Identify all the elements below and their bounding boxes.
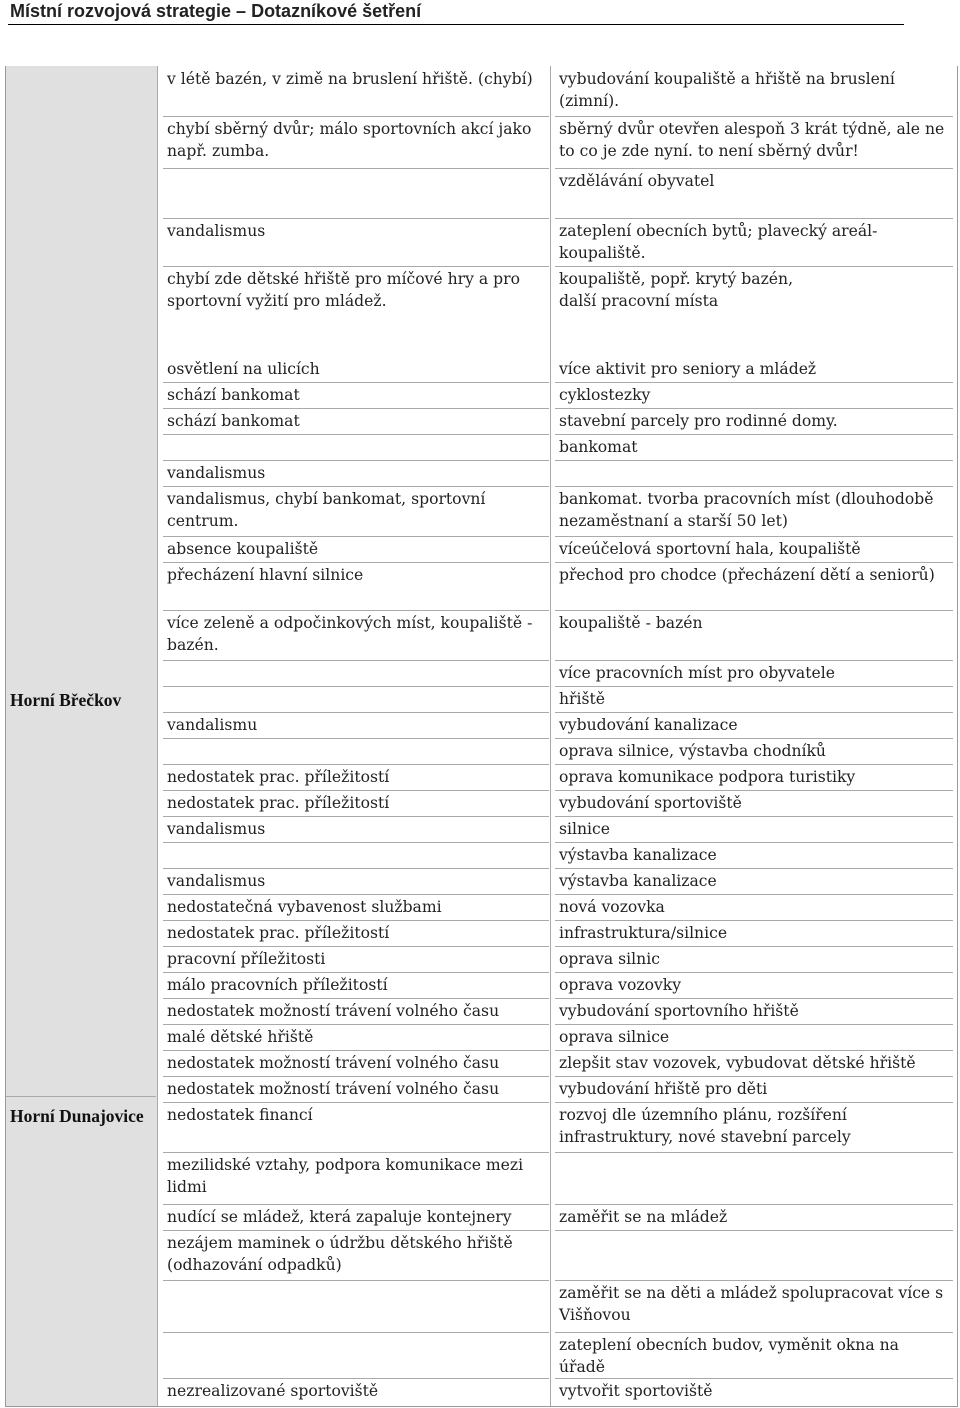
row-divider xyxy=(163,562,549,563)
row-divider xyxy=(555,894,953,895)
solution-cell: oprava silnice, výstavba chodníků xyxy=(559,742,826,760)
row-divider xyxy=(163,266,549,267)
row-divider xyxy=(555,218,953,219)
row-divider xyxy=(555,382,953,383)
row-divider xyxy=(163,1230,549,1231)
row-divider xyxy=(555,1076,953,1077)
row-divider xyxy=(555,868,953,869)
row-divider xyxy=(163,920,549,921)
row-divider xyxy=(555,712,953,713)
row-divider xyxy=(555,536,953,537)
solution-cell: vybudování kanalizace xyxy=(559,716,738,734)
problem-cell: vandalismu xyxy=(167,716,258,734)
row-divider xyxy=(555,1024,953,1025)
row-divider xyxy=(163,1378,549,1379)
row-divider xyxy=(555,998,953,999)
row-divider xyxy=(163,1076,549,1077)
solution-cell: oprava komunikace podpora turistiky xyxy=(559,768,856,786)
row-divider xyxy=(163,218,549,219)
row-divider xyxy=(163,1152,549,1153)
problem-cell: chybí zde dětské hřiště pro míčové hry a pro sportovní vyžití pro mládež. xyxy=(167,270,520,310)
row-divider xyxy=(555,1332,953,1333)
solution-cell: více aktivit pro seniory a mládež xyxy=(559,360,817,378)
row-divider xyxy=(555,660,953,661)
row-divider xyxy=(163,790,549,791)
row-divider xyxy=(163,1102,549,1103)
problem-cell: schází bankomat xyxy=(167,412,300,430)
problem-cell: nedostatek možností trávení volného času xyxy=(167,1054,500,1072)
problem-cell: nedostatek možností trávení volného času xyxy=(167,1080,500,1098)
row-divider xyxy=(555,816,953,817)
problem-cell: absence koupaliště xyxy=(167,540,319,558)
problem-cell: schází bankomat xyxy=(167,386,300,404)
row-divider xyxy=(163,946,549,947)
row-divider xyxy=(163,434,549,435)
row-divider xyxy=(555,1050,953,1051)
row-divider xyxy=(555,686,953,687)
solution-cell: rozvoj dle územního plánu, rozšíření infrastruktury, nové stavební parcely xyxy=(559,1106,851,1146)
village-horni-dunajovice: Horní Dunajovice xyxy=(10,1106,144,1126)
solution-cell: koupaliště, popř. krytý bazén, další pracovní místa xyxy=(559,270,794,310)
problem-cell: vandalismus xyxy=(167,872,266,890)
solution-cell: víceúčelová sportovní hala, koupaliště xyxy=(559,540,861,558)
solution-cell: přechod pro chodce (přecházení dětí a seniorů) xyxy=(559,566,935,584)
row-divider xyxy=(555,1152,953,1153)
solution-cell: výstavba kanalizace xyxy=(559,846,717,864)
solution-cell: vybudování hřiště pro děti xyxy=(559,1080,768,1098)
solution-cell: vybudování koupaliště a hřiště na bruslení (zimní). xyxy=(559,70,895,110)
row-divider xyxy=(555,790,953,791)
solution-cell: zaměřit se na děti a mládež spolupracovat více s Višňovou xyxy=(559,1284,944,1324)
problem-cell: malé dětské hřiště xyxy=(167,1028,314,1046)
problem-cell: nedostatek financí xyxy=(167,1106,313,1124)
row-divider xyxy=(555,610,953,611)
page-title: Místní rozvojová strategie – Dotazníkové šetření xyxy=(10,1,422,21)
solution-cell: koupaliště - bazén xyxy=(559,614,703,632)
solution-cell: oprava vozovky xyxy=(559,976,682,994)
village-divider xyxy=(6,1096,156,1097)
row-divider xyxy=(555,408,953,409)
row-divider xyxy=(163,1024,549,1025)
row-divider xyxy=(163,764,549,765)
solution-cell: vytvořit sportoviště xyxy=(559,1382,713,1400)
row-divider xyxy=(163,116,549,117)
problem-cell: přecházení hlavní silnice xyxy=(167,566,364,584)
row-divider xyxy=(163,842,549,843)
row-divider xyxy=(163,460,549,461)
row-divider xyxy=(163,382,549,383)
problem-cell: málo pracovních příležitostí xyxy=(167,976,388,994)
row-divider xyxy=(555,266,953,267)
problem-cell: osvětlení na ulicích xyxy=(167,360,320,378)
row-divider xyxy=(555,764,953,765)
row-divider xyxy=(163,610,549,611)
row-divider xyxy=(555,168,953,169)
row-divider xyxy=(555,460,953,461)
problem-cell: nezrealizované sportoviště xyxy=(167,1382,379,1400)
solution-cell: zateplení obecních bytů; plavecký areál-koupaliště. xyxy=(559,222,878,262)
row-divider xyxy=(555,1230,953,1231)
row-divider xyxy=(163,712,549,713)
solution-cell: hřiště xyxy=(559,690,605,708)
solution-cell: nová vozovka xyxy=(559,898,665,916)
row-divider xyxy=(555,434,953,435)
solution-cell: vybudování sportoviště xyxy=(559,794,742,812)
solution-cell: bankomat xyxy=(559,438,638,456)
solution-cell: cyklostezky xyxy=(559,386,651,404)
solution-cell: zaměřit se na mládež xyxy=(559,1208,728,1226)
problem-cell: chybí sběrný dvůr; málo sportovních akcí jako např. zumba. xyxy=(167,120,532,160)
row-divider xyxy=(163,972,549,973)
solution-cell: vybudování sportovního hřiště xyxy=(559,1002,799,1020)
row-divider xyxy=(163,816,549,817)
row-divider xyxy=(555,972,953,973)
row-divider xyxy=(555,562,953,563)
problem-cell: vandalismus xyxy=(167,222,266,240)
problem-cell: vandalismus, chybí bankomat, sportovní centrum. xyxy=(167,490,486,530)
row-divider xyxy=(555,738,953,739)
solution-cell: oprava silnic xyxy=(559,950,660,968)
solution-cell: stavební parcely pro rodinné domy. xyxy=(559,412,838,430)
row-divider xyxy=(555,116,953,117)
row-divider xyxy=(163,660,549,661)
row-divider xyxy=(163,1332,549,1333)
row-divider xyxy=(163,868,549,869)
solution-cell: sběrný dvůr otevřen alespoň 3 krát týdně, ale ne to co je zde nyní. to není sběrný dvůr! xyxy=(559,120,945,160)
row-divider xyxy=(555,1280,953,1281)
row-divider xyxy=(163,1280,549,1281)
problem-cell: vandalismus xyxy=(167,464,266,482)
row-divider xyxy=(555,920,953,921)
problem-cell: nedostatečná vybavenost službami xyxy=(167,898,442,916)
row-divider xyxy=(555,946,953,947)
problem-cell: nezájem maminek o údržbu dětského hřiště (odhazování odpadků) xyxy=(167,1234,513,1274)
solution-cell: výstavba kanalizace xyxy=(559,872,717,890)
solution-cell: zateplení obecních budov, vyměnit okna na úřadě xyxy=(559,1336,899,1376)
row-divider xyxy=(555,1378,953,1379)
solution-cell: silnice xyxy=(559,820,610,838)
solution-cell: více pracovních míst pro obyvatele xyxy=(559,664,835,682)
row-divider xyxy=(163,1050,549,1051)
problem-cell: nedostatek možností trávení volného času xyxy=(167,1002,500,1020)
row-divider xyxy=(163,998,549,999)
problem-cell: nedostatek prac. příležitostí xyxy=(167,924,390,942)
row-divider xyxy=(163,536,549,537)
problem-cell: v létě bazén, v zimě na bruslení hřiště. (chybí) xyxy=(167,70,533,88)
row-divider xyxy=(555,486,953,487)
row-divider xyxy=(163,894,549,895)
row-divider xyxy=(163,738,549,739)
problem-cell: vandalismus xyxy=(167,820,266,838)
row-divider xyxy=(163,168,549,169)
column-divider-left xyxy=(157,66,158,1406)
column-divider-middle xyxy=(550,66,551,1406)
row-divider xyxy=(163,408,549,409)
solution-cell: vzdělávání obyvatel xyxy=(559,172,715,190)
row-divider xyxy=(555,842,953,843)
solution-cell: infrastruktura/silnice xyxy=(559,924,728,942)
village-horni-breckov: Horní Břečkov xyxy=(10,690,122,710)
row-divider xyxy=(163,486,549,487)
problem-cell: nedostatek prac. příležitostí xyxy=(167,768,390,786)
problem-cell: nedostatek prac. příležitostí xyxy=(167,794,390,812)
solution-cell: oprava silnice xyxy=(559,1028,670,1046)
row-divider xyxy=(555,1102,953,1103)
solution-cell: bankomat. tvorba pracovních míst (dlouhodobě nezaměstnaní a starší 50 let) xyxy=(559,490,934,530)
solution-cell: zlepšit stav vozovek, vybudovat dětské hřiště xyxy=(559,1054,916,1072)
row-divider xyxy=(163,686,549,687)
row-divider xyxy=(555,1204,953,1205)
problem-cell: více zeleně a odpočinkových míst, koupaliště - bazén. xyxy=(167,614,533,654)
page-header xyxy=(8,0,904,25)
problem-cell: mezilidské vztahy, podpora komunikace mezi lidmi xyxy=(167,1156,524,1196)
problem-cell: pracovní příležitosti xyxy=(167,950,326,968)
row-divider xyxy=(163,1204,549,1205)
problem-cell: nudící se mládež, která zapaluje kontejnery xyxy=(167,1208,512,1226)
